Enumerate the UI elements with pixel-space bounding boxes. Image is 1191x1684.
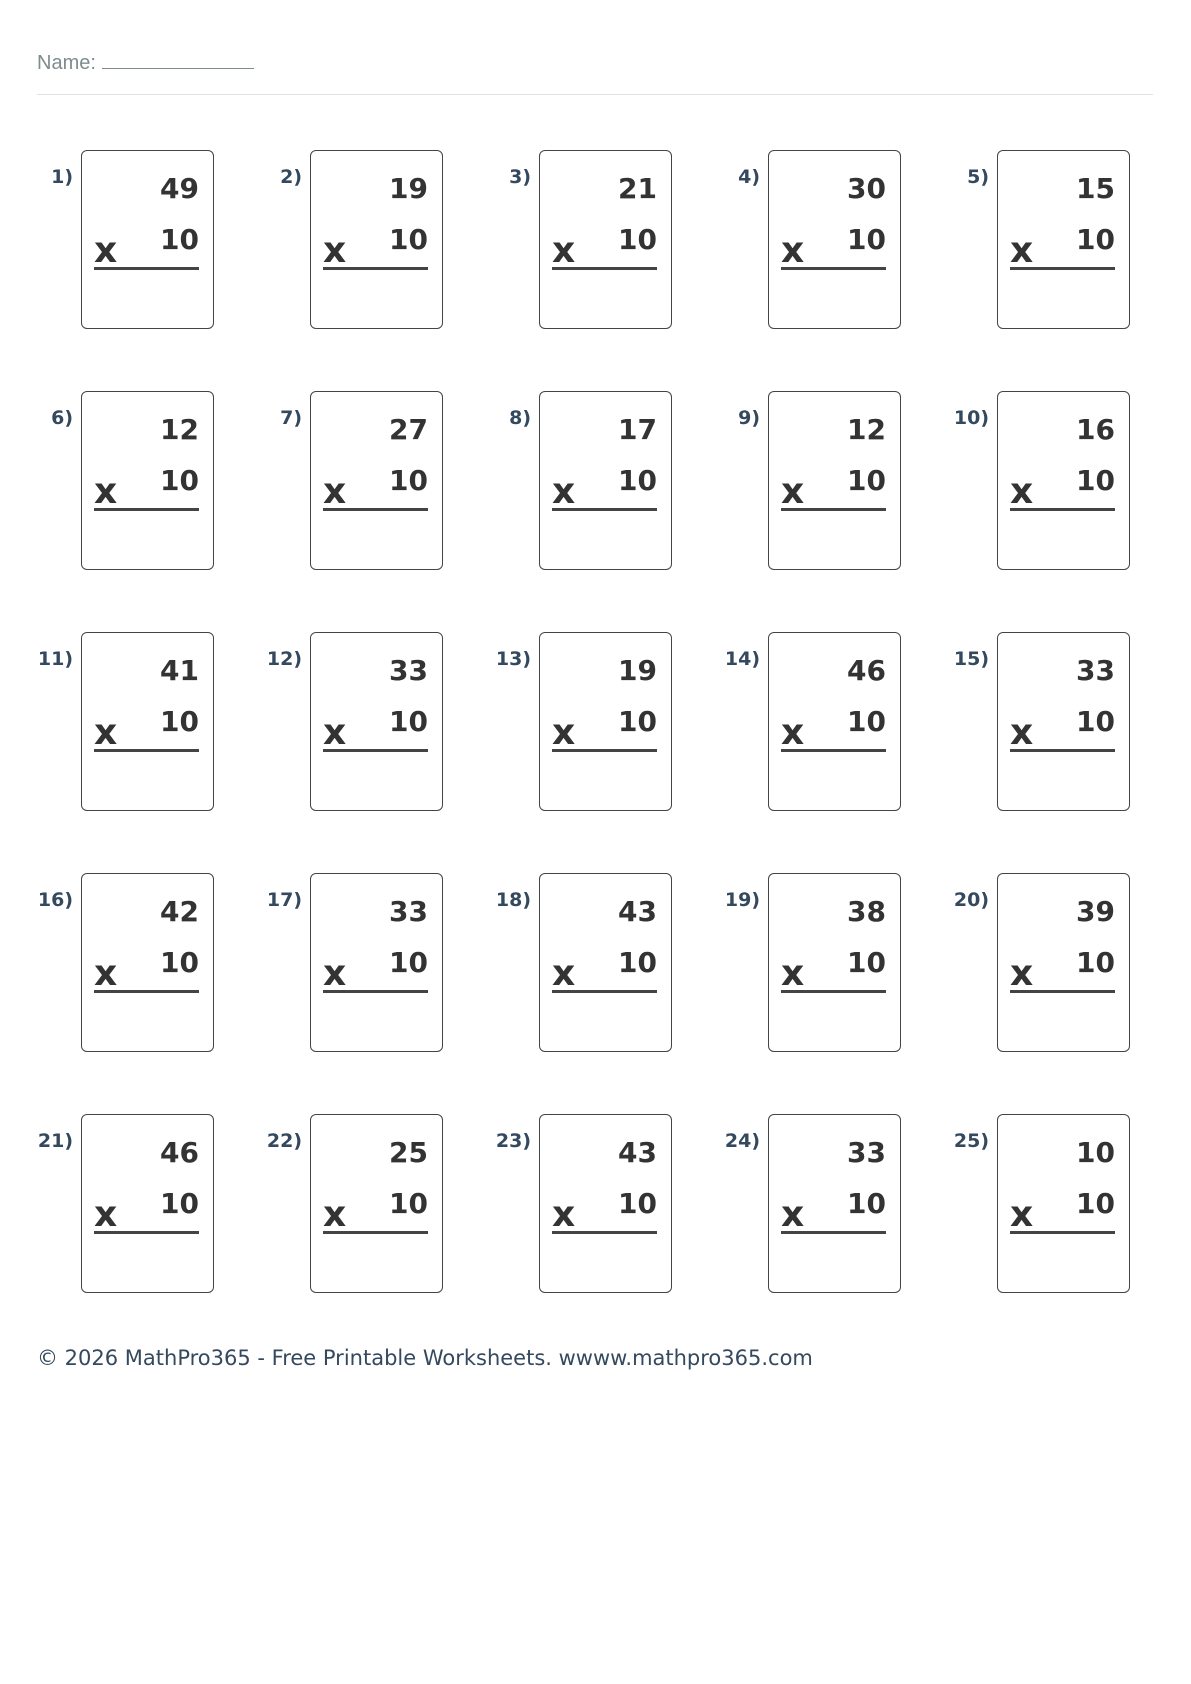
multiplier: 10 <box>847 1187 886 1220</box>
problem-3 <box>467 150 672 335</box>
problem-card[interactable] <box>997 632 1130 811</box>
multiplicand: 19 <box>618 654 657 687</box>
header-divider <box>37 94 1153 95</box>
multiply-sign-icon: x <box>1010 712 1034 753</box>
problem-card[interactable] <box>997 1114 1130 1293</box>
multiply-sign-icon: x <box>94 712 118 753</box>
multiply-sign-icon: x <box>94 471 118 512</box>
problem-card[interactable] <box>768 873 901 1052</box>
problem-8 <box>467 391 672 576</box>
problem-number: 13) <box>495 648 531 670</box>
multiply-sign-icon: x <box>323 230 347 271</box>
problem-number: 1) <box>51 166 73 188</box>
problem-number: 24) <box>724 1130 760 1152</box>
problem-card[interactable] <box>768 1114 901 1293</box>
multiplicand: 21 <box>618 172 657 205</box>
answer-line <box>94 990 199 993</box>
answer-line <box>781 990 886 993</box>
multiplier: 10 <box>1076 223 1115 256</box>
answer-line <box>94 267 199 270</box>
problem-card[interactable] <box>539 150 672 329</box>
multiplicand: 33 <box>389 654 428 687</box>
problem-card[interactable] <box>310 632 443 811</box>
problem-number: 8) <box>509 407 531 429</box>
problem-number: 23) <box>495 1130 531 1152</box>
multiplicand: 15 <box>1076 172 1115 205</box>
problem-card[interactable] <box>997 150 1130 329</box>
problem-card[interactable] <box>768 150 901 329</box>
answer-line <box>1010 990 1115 993</box>
multiplicand: 46 <box>160 1136 199 1169</box>
multiplier: 10 <box>389 223 428 256</box>
answer-line <box>552 508 657 511</box>
problem-7 <box>238 391 443 576</box>
problem-number: 21) <box>37 1130 73 1152</box>
problem-card[interactable] <box>997 873 1130 1052</box>
multiply-sign-icon: x <box>323 1194 347 1235</box>
answer-line <box>781 1231 886 1234</box>
multiply-sign-icon: x <box>781 230 805 271</box>
problem-card[interactable] <box>539 391 672 570</box>
problem-number: 25) <box>953 1130 989 1152</box>
answer-line <box>552 267 657 270</box>
problem-card[interactable] <box>81 632 214 811</box>
multiplier: 10 <box>160 223 199 256</box>
answer-line <box>323 749 428 752</box>
problem-number: 5) <box>967 166 989 188</box>
answer-line <box>781 508 886 511</box>
problem-16 <box>9 873 214 1058</box>
multiplicand: 12 <box>847 413 886 446</box>
answer-line <box>94 1231 199 1234</box>
multiplier: 10 <box>160 1187 199 1220</box>
multiply-sign-icon: x <box>1010 1194 1034 1235</box>
problem-card[interactable] <box>81 1114 214 1293</box>
problem-number: 14) <box>724 648 760 670</box>
multiplicand: 25 <box>389 1136 428 1169</box>
multiply-sign-icon: x <box>781 712 805 753</box>
answer-line <box>552 1231 657 1234</box>
multiplicand: 17 <box>618 413 657 446</box>
multiplier: 10 <box>618 705 657 738</box>
multiplicand: 27 <box>389 413 428 446</box>
multiplier: 10 <box>847 946 886 979</box>
multiplicand: 41 <box>160 654 199 687</box>
problem-6 <box>9 391 214 576</box>
multiply-sign-icon: x <box>94 1194 118 1235</box>
multiplicand: 30 <box>847 172 886 205</box>
problem-20 <box>925 873 1130 1058</box>
problem-card[interactable] <box>997 391 1130 570</box>
problem-number: 18) <box>495 889 531 911</box>
answer-line <box>1010 749 1115 752</box>
problem-number: 22) <box>266 1130 302 1152</box>
multiplier: 10 <box>389 1187 428 1220</box>
name-blank-line[interactable] <box>102 50 254 69</box>
multiplicand: 12 <box>160 413 199 446</box>
problem-number: 2) <box>280 166 302 188</box>
multiply-sign-icon: x <box>1010 953 1034 994</box>
multiplier: 10 <box>389 705 428 738</box>
problem-15 <box>925 632 1130 817</box>
problem-25 <box>925 1114 1130 1299</box>
multiplicand: 33 <box>847 1136 886 1169</box>
multiply-sign-icon: x <box>552 471 576 512</box>
problem-card[interactable] <box>310 1114 443 1293</box>
multiplicand: 43 <box>618 895 657 928</box>
multiplicand: 43 <box>618 1136 657 1169</box>
multiplicand: 42 <box>160 895 199 928</box>
problem-card[interactable] <box>310 150 443 329</box>
answer-line <box>1010 1231 1115 1234</box>
problem-14 <box>696 632 901 817</box>
multiplier: 10 <box>618 464 657 497</box>
answer-line <box>94 749 199 752</box>
problem-number: 7) <box>280 407 302 429</box>
problem-23 <box>467 1114 672 1299</box>
answer-line <box>552 749 657 752</box>
answer-line <box>323 1231 428 1234</box>
multiply-sign-icon: x <box>94 230 118 271</box>
problem-number: 17) <box>266 889 302 911</box>
multiplier: 10 <box>618 946 657 979</box>
multiply-sign-icon: x <box>1010 230 1034 271</box>
problem-9 <box>696 391 901 576</box>
multiplier: 10 <box>160 705 199 738</box>
name-label: Name: <box>37 52 96 74</box>
multiplier: 10 <box>389 464 428 497</box>
answer-line <box>323 508 428 511</box>
problem-17 <box>238 873 443 1058</box>
problem-21 <box>9 1114 214 1299</box>
problem-number: 11) <box>37 648 73 670</box>
multiplicand: 39 <box>1076 895 1115 928</box>
multiplier: 10 <box>389 946 428 979</box>
footer-copyright: © 2026 MathPro365 - Free Printable Worksheets. wwww.mathpro365.com <box>37 1346 813 1370</box>
problem-number: 4) <box>738 166 760 188</box>
multiply-sign-icon: x <box>94 953 118 994</box>
problem-4 <box>696 150 901 335</box>
problem-2 <box>238 150 443 335</box>
problem-number: 10) <box>953 407 989 429</box>
problem-number: 9) <box>738 407 760 429</box>
multiplicand: 33 <box>389 895 428 928</box>
multiplier: 10 <box>160 464 199 497</box>
multiply-sign-icon: x <box>552 953 576 994</box>
answer-line <box>1010 267 1115 270</box>
answer-line <box>1010 508 1115 511</box>
multiplier: 10 <box>847 464 886 497</box>
multiply-sign-icon: x <box>781 471 805 512</box>
multiply-sign-icon: x <box>323 953 347 994</box>
problem-11 <box>9 632 214 817</box>
multiply-sign-icon: x <box>552 712 576 753</box>
multiply-sign-icon: x <box>552 230 576 271</box>
problem-card[interactable] <box>539 632 672 811</box>
problem-card[interactable] <box>310 391 443 570</box>
problem-card[interactable] <box>768 391 901 570</box>
problem-card[interactable] <box>310 873 443 1052</box>
answer-line <box>781 749 886 752</box>
problem-number: 20) <box>953 889 989 911</box>
multiplicand: 19 <box>389 172 428 205</box>
multiply-sign-icon: x <box>1010 471 1034 512</box>
problem-number: 12) <box>266 648 302 670</box>
problem-card[interactable] <box>81 391 214 570</box>
problem-22 <box>238 1114 443 1299</box>
multiplicand: 16 <box>1076 413 1115 446</box>
problem-1 <box>9 150 214 335</box>
multiplier: 10 <box>1076 946 1115 979</box>
multiplicand: 33 <box>1076 654 1115 687</box>
problem-number: 16) <box>37 889 73 911</box>
multiply-sign-icon: x <box>323 471 347 512</box>
problem-10 <box>925 391 1130 576</box>
answer-line <box>94 508 199 511</box>
problem-number: 19) <box>724 889 760 911</box>
name-field[interactable] <box>37 50 254 75</box>
problem-5 <box>925 150 1130 335</box>
problem-24 <box>696 1114 901 1299</box>
multiply-sign-icon: x <box>323 712 347 753</box>
multiplier: 10 <box>1076 1187 1115 1220</box>
multiplicand: 38 <box>847 895 886 928</box>
problem-13 <box>467 632 672 817</box>
problem-card[interactable] <box>81 150 214 329</box>
multiplier: 10 <box>618 223 657 256</box>
multiplicand: 49 <box>160 172 199 205</box>
answer-line <box>323 990 428 993</box>
problem-18 <box>467 873 672 1058</box>
multiply-sign-icon: x <box>552 1194 576 1235</box>
problem-12 <box>238 632 443 817</box>
problem-19 <box>696 873 901 1058</box>
problem-number: 15) <box>953 648 989 670</box>
problem-number: 3) <box>509 166 531 188</box>
multiplier: 10 <box>847 223 886 256</box>
multiplicand: 10 <box>1076 1136 1115 1169</box>
multiplier: 10 <box>1076 705 1115 738</box>
answer-line <box>781 267 886 270</box>
multiply-sign-icon: x <box>781 953 805 994</box>
problem-number: 6) <box>51 407 73 429</box>
multiplicand: 46 <box>847 654 886 687</box>
multiplier: 10 <box>847 705 886 738</box>
multiplier: 10 <box>160 946 199 979</box>
problem-card[interactable] <box>768 632 901 811</box>
problem-card[interactable] <box>539 873 672 1052</box>
answer-line <box>323 267 428 270</box>
multiplier: 10 <box>1076 464 1115 497</box>
problem-card[interactable] <box>539 1114 672 1293</box>
problem-card[interactable] <box>81 873 214 1052</box>
multiplier: 10 <box>618 1187 657 1220</box>
answer-line <box>552 990 657 993</box>
multiply-sign-icon: x <box>781 1194 805 1235</box>
